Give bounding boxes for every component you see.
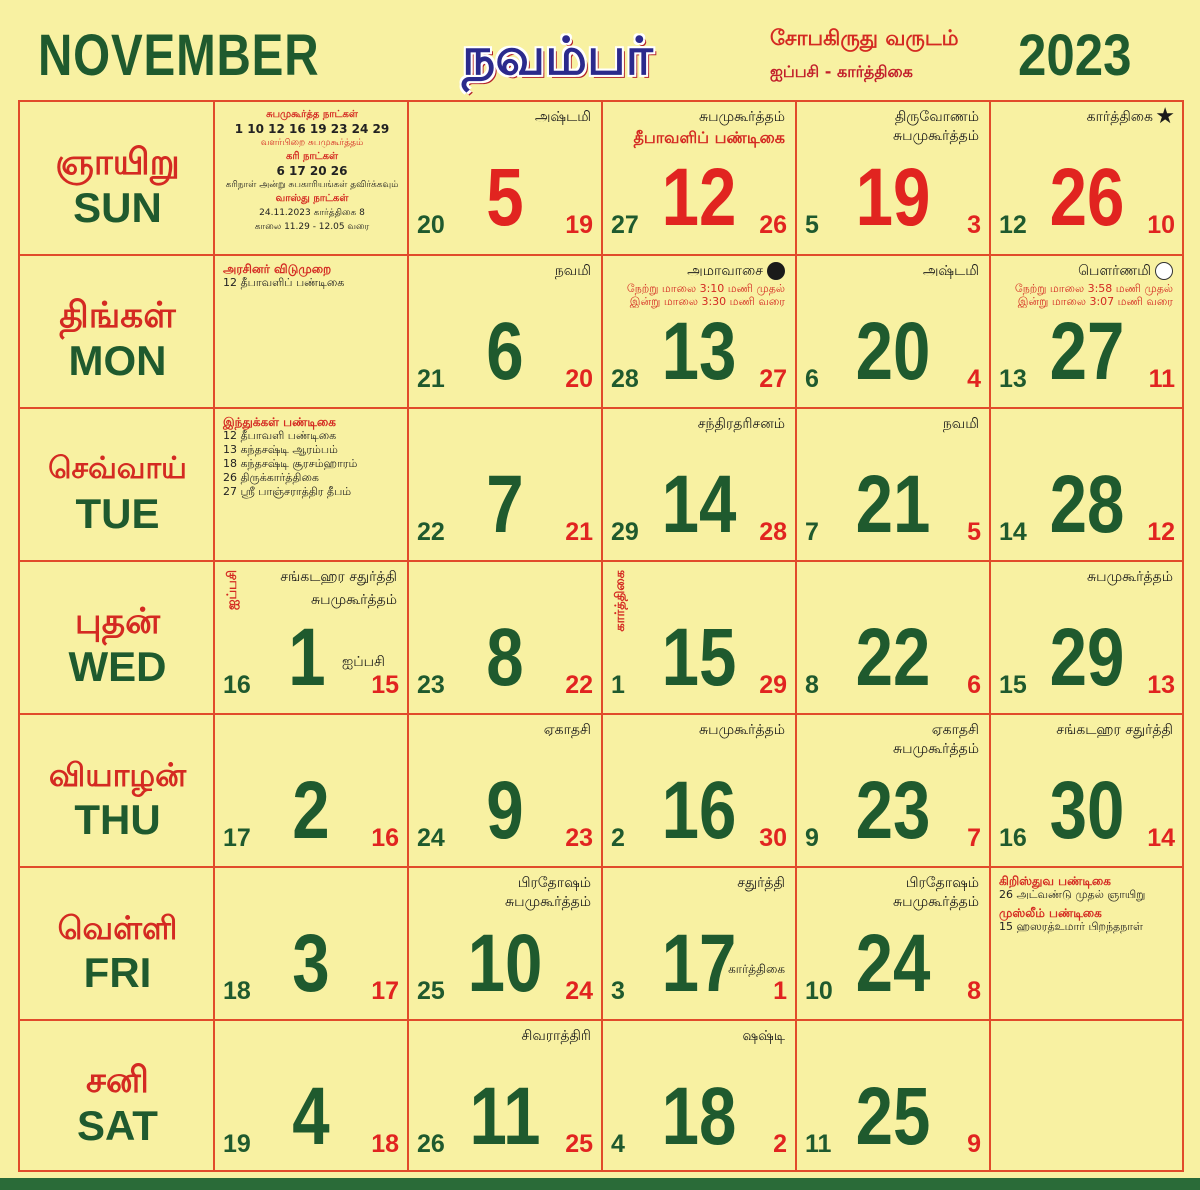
- event-label: கார்த்திகை: [1086, 109, 1153, 125]
- date-number: 2: [292, 765, 330, 856]
- tithi-number: 7: [967, 824, 981, 852]
- tithi-number: 19: [565, 211, 593, 239]
- tamil-date: 26: [417, 1130, 445, 1158]
- event-label: சுபமுகூர்த்தம்: [893, 741, 979, 757]
- tithi-number: 23: [565, 824, 593, 852]
- date-number: 23: [855, 765, 931, 856]
- date-cell-20: [797, 256, 989, 406]
- month-title-tamil: நவம்பர்: [462, 27, 653, 87]
- date-cell-16: [603, 715, 795, 865]
- event-label: சங்கடஹர சதுர்த்தி: [280, 569, 397, 585]
- event-label: இன்று மாலை 3:07 மணி வரை: [1017, 295, 1173, 308]
- full-moon-icon: [1155, 262, 1173, 280]
- day-label-sat: சனி SAT: [77, 1060, 158, 1149]
- date-number: 1: [288, 612, 326, 703]
- date-number: 7: [486, 459, 524, 550]
- event-label: ஐப்பசி: [341, 654, 385, 670]
- tamil-date: 29: [611, 518, 639, 546]
- date-cell-25: [797, 1021, 989, 1171]
- date-cell-18: [603, 1021, 795, 1171]
- date-number: 10: [467, 918, 543, 1009]
- tithi-number: 25: [565, 1130, 593, 1158]
- tithi-number: 20: [565, 365, 593, 393]
- tamil-date: 17: [223, 824, 251, 852]
- tamil-date: 16: [999, 824, 1027, 852]
- tithi-number: 24: [565, 977, 593, 1005]
- tamil-date: 11: [805, 1130, 832, 1158]
- date-number: 15: [661, 612, 737, 703]
- tithi-number: 18: [371, 1130, 399, 1158]
- tithi-number: 6: [967, 671, 981, 699]
- event-label: திருவோணம்: [894, 109, 979, 125]
- date-number: 16: [661, 765, 737, 856]
- month-marker: கார்த்திகை: [613, 570, 628, 632]
- event-label: பிரதோஷம்: [517, 875, 591, 891]
- event-label: நேற்று மாலை 3:10 மணி முதல்: [626, 282, 785, 295]
- tithi-number: 2: [773, 1130, 787, 1158]
- event-label: அஷ்டமி: [922, 263, 979, 279]
- event-label: அமாவாசை: [687, 263, 763, 279]
- tithi-number: 29: [759, 671, 787, 699]
- tithi-number: 30: [759, 824, 787, 852]
- date-number: 20: [855, 306, 931, 397]
- tithi-number: 5: [967, 518, 981, 546]
- calendar-grid: [18, 100, 1184, 1172]
- event-label: சுபமுகூர்த்தம்: [893, 128, 979, 144]
- event-label: சுபமுகூர்த்தம்: [699, 722, 785, 738]
- tithi-number: 13: [1147, 671, 1175, 699]
- date-cell-30: [991, 715, 1183, 865]
- tithi-number: 28: [759, 518, 787, 546]
- event-label: இன்று மாலை 3:30 மணி வரை: [629, 295, 785, 308]
- tithi-number: 16: [371, 824, 399, 852]
- day-label-mon: திங்கள் MON: [59, 295, 176, 384]
- tamil-date: 10: [805, 977, 833, 1005]
- day-label-tue: செவ்வாய் TUE: [48, 451, 187, 537]
- event-label: சுபமுகூர்த்தம்: [699, 109, 785, 125]
- date-cell-27: [991, 256, 1183, 406]
- tithi-number: 21: [565, 518, 593, 546]
- date-number: 13: [661, 306, 737, 397]
- tithi-number: 4: [967, 365, 981, 393]
- date-cell-10: [409, 868, 601, 1018]
- tamil-month-range: ஐப்பசி - கார்த்திகை: [770, 62, 913, 81]
- date-number: 19: [855, 152, 931, 243]
- date-cell-13: [603, 256, 795, 406]
- date-number: 9: [486, 765, 524, 856]
- info-box-hindu-festivals: இந்துக்கள் பண்டிகை 12 தீபாவளி பண்டிகை 13 கந்தசஷ்டி ஆரம்பம் 18 கந்தசஷ்டி சூரசம்ஹாரம் 26 திருக்கார்த்திகை 27 ஸ்ரீ பாஞ்சராத்திர தீபம்: [223, 415, 358, 498]
- date-cell-5: [409, 102, 601, 252]
- day-label-fri: வெள்ளி FRI: [57, 909, 178, 996]
- tamil-date: 7: [805, 518, 819, 546]
- event-label: ஷஷ்டி: [742, 1028, 785, 1044]
- tithi-number: 27: [759, 365, 787, 393]
- tithi-number: 11: [1148, 365, 1175, 393]
- date-number: 29: [1049, 612, 1125, 703]
- info-box-other-festivals: கிறிஸ்துவ பண்டிகை 26 அட்வண்டு முதல் ஞாயிறு முஸ்லீம் பண்டிகை 15 ஹஸரத்உமார் பிறந்தநாள்: [999, 874, 1146, 933]
- date-number: 24: [855, 918, 931, 1009]
- month-marker: ஐப்பசி: [225, 570, 240, 610]
- date-number: 26: [1049, 152, 1125, 243]
- date-cell-8: [409, 562, 601, 712]
- day-label-sun: ஞாயிறு SUN: [55, 142, 180, 231]
- tithi-number: 8: [967, 977, 981, 1005]
- date-cell-23: [797, 715, 989, 865]
- tithi-number: 17: [371, 977, 399, 1005]
- event-label: பிரதோஷம்: [905, 875, 979, 891]
- date-number: 3: [292, 918, 330, 1009]
- tamil-date: 25: [417, 977, 445, 1005]
- tamil-date: 18: [223, 977, 251, 1005]
- date-cell-26: [991, 102, 1183, 252]
- event-label: சங்கடஹர சதுர்த்தி: [1056, 722, 1173, 738]
- tamil-date: 14: [999, 518, 1027, 546]
- tamil-date: 2: [611, 824, 625, 852]
- date-number: 25: [855, 1071, 931, 1162]
- date-number: 8: [486, 612, 524, 703]
- tamil-date: 5: [805, 211, 819, 239]
- date-cell-24: [797, 868, 989, 1018]
- tamil-date: 19: [223, 1130, 251, 1158]
- date-number: 18: [661, 1071, 737, 1162]
- date-cell-1: [215, 562, 407, 712]
- event-label: நவமி: [942, 416, 979, 432]
- tithi-number: 9: [967, 1130, 981, 1158]
- new-moon-icon: [767, 262, 785, 280]
- date-number: 11: [469, 1071, 541, 1162]
- date-number: 17: [661, 918, 737, 1009]
- date-cell-11: [409, 1021, 601, 1171]
- tamil-date: 23: [417, 671, 445, 699]
- event-label: தீபாவளிப் பண்டிகை: [633, 128, 785, 147]
- date-number: 21: [855, 459, 931, 550]
- tithi-number: 12: [1147, 518, 1175, 546]
- info-box-muhurtham: சுபமுகூர்த்த நாட்கள் 1 10 12 16 19 23 24 29 வளர்பிறை சுபமுகூர்த்தம் கரி நாட்கள் 6 17 20 26 கரிநாள் அன்று சுபகாரியங்கள் தவிர்க்கவும் வாஸ்து நாட்கள் 24.11.2023 கார்த்திகை 8 காலை 11.29 - 12.05 வரை: [225, 109, 399, 232]
- date-number: 22: [855, 612, 931, 703]
- year-title: 2023: [1018, 23, 1132, 88]
- grid-divider: [20, 1019, 1182, 1021]
- date-cell-17: [603, 868, 795, 1018]
- date-cell-28: [991, 409, 1183, 559]
- event-label: ஏகாதசி: [931, 722, 979, 738]
- tamil-date: 24: [417, 824, 445, 852]
- date-cell-12: [603, 102, 795, 252]
- tamil-date: 21: [417, 365, 445, 393]
- date-number: 12: [661, 152, 737, 243]
- event-label: சுபமுகூர்த்தம்: [1087, 569, 1173, 585]
- event-label: நவமி: [554, 263, 591, 279]
- tamil-date: 22: [417, 518, 445, 546]
- day-label-wed: புதன் WED: [68, 601, 167, 690]
- event-label: கார்த்திகை: [728, 962, 785, 976]
- tamil-date: 4: [611, 1130, 625, 1158]
- tamil-year-name: சோபகிருது வருடம்: [770, 26, 959, 50]
- month-title-english: NOVEMBER: [38, 23, 320, 88]
- tamil-date: 27: [611, 211, 639, 239]
- date-cell-2: [215, 715, 407, 865]
- star-icon: ★: [1155, 104, 1175, 129]
- tamil-date: 20: [417, 211, 445, 239]
- event-label: நேற்று மாலை 3:58 மணி முதல்: [1014, 282, 1173, 295]
- tamil-date: 6: [805, 365, 819, 393]
- date-cell-3: [215, 868, 407, 1018]
- tamil-date: 15: [999, 671, 1027, 699]
- date-cell-21: [797, 409, 989, 559]
- date-cell-4: [215, 1021, 407, 1171]
- tamil-date: 1: [611, 671, 625, 699]
- event-label: பௌர்ணமி: [1078, 263, 1151, 279]
- date-cell-6: [409, 256, 601, 406]
- tamil-date: 12: [999, 211, 1027, 239]
- date-cell-15: [603, 562, 795, 712]
- tamil-date: 9: [805, 824, 819, 852]
- tithi-number: 26: [759, 211, 787, 239]
- tithi-number: 10: [1147, 211, 1175, 239]
- date-number: 6: [486, 306, 524, 397]
- event-label: சதுர்த்தி: [737, 875, 785, 891]
- tithi-number: 14: [1147, 824, 1175, 852]
- date-number: 30: [1049, 765, 1125, 856]
- tamil-date: 8: [805, 671, 819, 699]
- tithi-number: 22: [565, 671, 593, 699]
- date-number: 14: [661, 459, 737, 550]
- date-number: 5: [486, 152, 524, 243]
- tithi-number: 15: [371, 671, 399, 699]
- event-label: சுபமுகூர்த்தம்: [311, 592, 397, 608]
- footer-band: [0, 1178, 1200, 1190]
- date-cell-19: [797, 102, 989, 252]
- info-box-govt-holiday: அரசினர் விடுமுறை 12 தீபாவளிப் பண்டிகை: [223, 262, 345, 289]
- event-label: சந்திரதரிசனம்: [697, 416, 785, 432]
- date-cell-7: [409, 409, 601, 559]
- tithi-number: 1: [773, 977, 787, 1005]
- day-label-thu: வியாழன் THU: [48, 756, 187, 843]
- date-cell-22: [797, 562, 989, 712]
- event-label: சிவராத்திரி: [521, 1028, 591, 1044]
- event-label: ஏகாதசி: [543, 722, 591, 738]
- date-cell-9: [409, 715, 601, 865]
- tamil-date: 3: [611, 977, 625, 1005]
- tithi-number: 3: [967, 211, 981, 239]
- event-label: அஷ்டமி: [534, 109, 591, 125]
- date-number: 28: [1049, 459, 1125, 550]
- tamil-date: 13: [999, 365, 1027, 393]
- date-number: 4: [292, 1071, 330, 1162]
- event-label: சுபமுகூர்த்தம்: [505, 894, 591, 910]
- tamil-date: 16: [223, 671, 251, 699]
- tamil-date: 28: [611, 365, 639, 393]
- date-number: 27: [1049, 306, 1125, 397]
- date-cell-14: [603, 409, 795, 559]
- date-cell-29: [991, 562, 1183, 712]
- event-label: சுபமுகூர்த்தம்: [893, 894, 979, 910]
